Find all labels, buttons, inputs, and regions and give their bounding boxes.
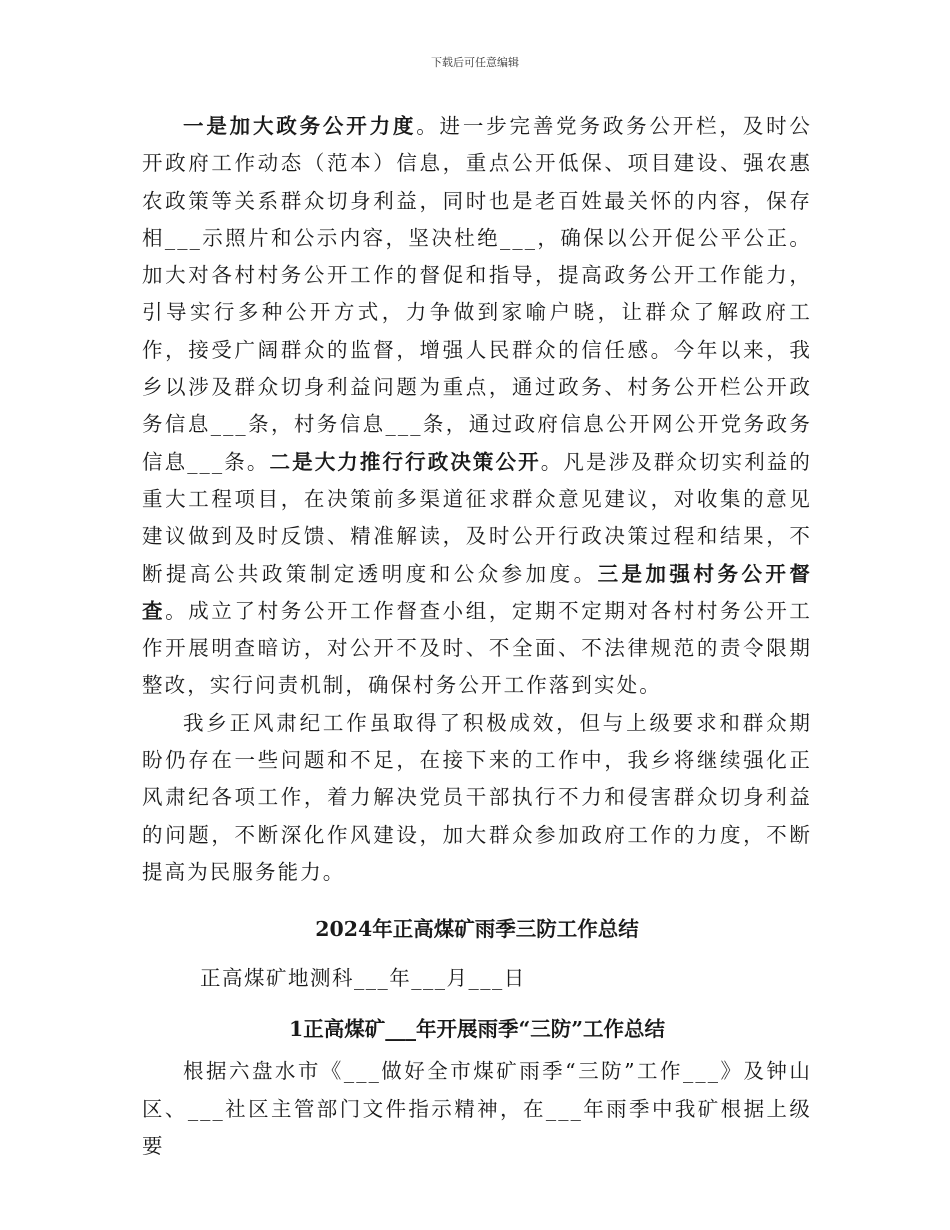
document-title: 2024年正高煤矿雨季三防工作总结 [315,917,639,942]
dateline: 正高煤矿地测科___年___月___日 [200,966,526,991]
heading-point-three: 三是加强村务公开督查 [142,561,812,623]
paragraph-transparency [142,108,812,705]
paragraph-conclusion: 我乡正风肃纪工作虽取得了积极成效，但与上级要求和群众期盼仍存在一些问题和不足，在接下来的工作中，我乡将继续强化正风肃纪各项工作，着力解决党员干部执行不力和侵害群众切身利益的问题，不断深化作风建设，加大群众参加政府工作的力度，不断提高为民服务能力。 [142,710,812,884]
heading-point-two: 二是大力推行行政决策公开 [269,449,541,474]
document-body [142,108,812,1165]
heading-point-one: 一是加大政务公开力度 [183,114,417,138]
section-subtitle: 1正高煤矿___年开展雨季“三防”工作总结 [288,1017,666,1042]
text-point-one: 。进一步完善党务政务公开栏，及时公开政府工作动态（范本）信息，重点公开低保、项目建设、强农惠农政策等关系群众切身利益，同时也是老百姓最关怀的内容，保存相___示照片和公示内容，坚决杜绝___，确保以公开促公平公正。加大对各村村务公开工作的督促和指导，提高政务公开工作能力，引导实行多种公开方式，力争做到家喻户晓，让群众了解政府工作，接受广阔群众的监督，增强人民群众的信任感。今年以来，我乡以涉及群众切身利益问题为重点，通过政务、村务公开栏公开政务信息___条，村务信息___条，通过政府信息公开网公开党务政务信息___条。 [142,114,813,474]
text-point-two: 。凡是涉及群众切实利益的重大工程项目，在决策前多渠道征求群众意见建议，对收集的意见建议做到及时反馈、精准解读，及时公开行政决策过程和结果，不断提高公共政策制定透明度和公众参加度。 [142,449,813,586]
header-note: 下载后可任意编辑 [431,56,519,69]
text-point-three: 。成立了村务公开工作督查小组，定期不定期对各村村务公开工作开展明查暗访，对公开不及时、不全面、不法律规范的责令限期整改，实行问责机制，确保村务公开工作落到实处。 [142,598,812,698]
paragraph-intro: 根据六盘水市《___做好全市煤矿雨季“三防”工作___》及钟山区、___社区主管部门文件指示精神，在___年雨季中我矿根据上级要 [142,1059,812,1158]
